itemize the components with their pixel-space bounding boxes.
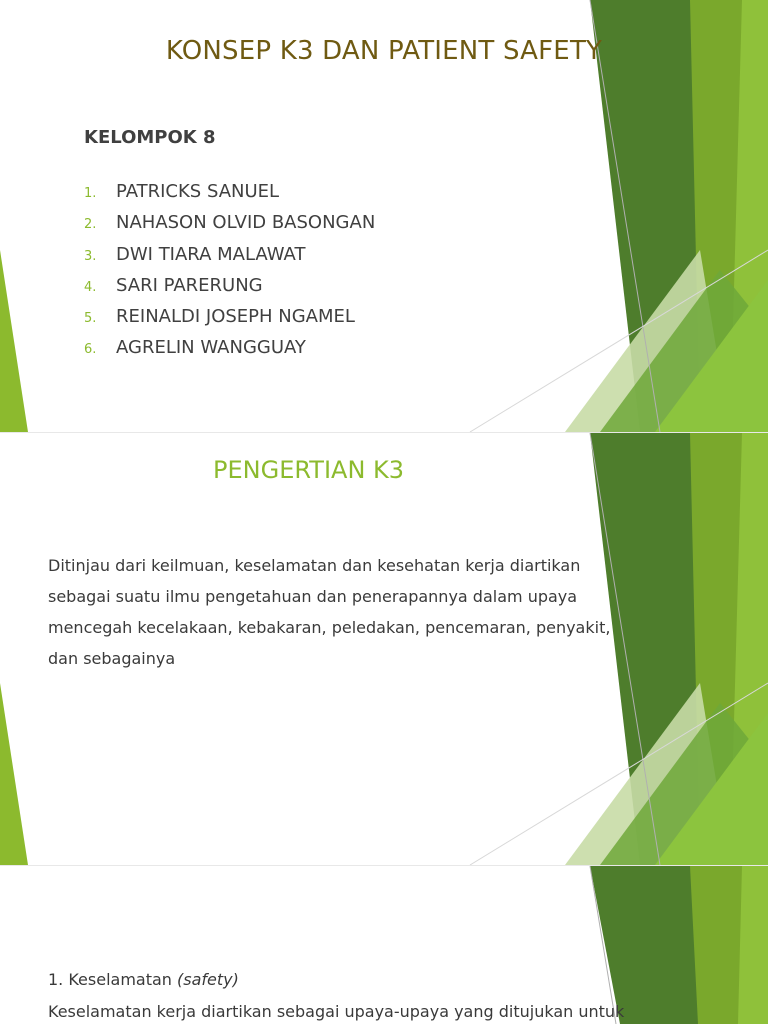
left-accent-shape xyxy=(0,250,28,432)
paragraph-line: Ditinjau dari keilmuan, keselamatan dan kesehatan kerja diartikan xyxy=(48,556,581,575)
slide-2-title: PENGERTIAN K3 xyxy=(213,456,405,484)
list-number: 5. xyxy=(84,311,97,327)
member-name: NAHASON OLVID BASONGAN xyxy=(116,212,376,234)
list-item xyxy=(84,244,375,275)
member-list xyxy=(84,181,375,369)
list-number: 6. xyxy=(84,342,97,358)
slide-1 xyxy=(0,0,768,432)
slide-title: KONSEP K3 DAN PATIENT SAFETY xyxy=(165,36,603,66)
section-heading-text: 1. Keselamatan xyxy=(48,970,178,989)
member-name: PATRICKS SANUEL xyxy=(116,181,280,202)
list-number: 2. xyxy=(84,217,97,233)
list-number: 3. xyxy=(84,248,97,264)
green-facet-decoration xyxy=(0,866,768,1024)
paragraph-line: mencegah kecelakaan, kebakaran, peledakan, pencemaran, penyakit, xyxy=(48,618,611,637)
section-heading-term: (safety) xyxy=(177,970,239,989)
slide-3 xyxy=(0,866,768,1024)
list-item xyxy=(84,275,375,306)
left-accent-shape xyxy=(0,683,28,865)
list-number: 1. xyxy=(84,186,97,201)
list-item xyxy=(84,181,375,212)
member-name: SARI PARERUNG xyxy=(116,274,263,296)
group-label: KELOMPOK 8 xyxy=(84,127,216,148)
section-heading xyxy=(48,970,239,989)
paragraph-line: sebagai suatu ilmu pengetahuan dan penerapannya dalam upaya xyxy=(48,587,578,606)
section-body-line: Keselamatan kerja diartikan sebagai upaya-upaya yang ditujukan untuk xyxy=(48,1002,625,1021)
definition-paragraph xyxy=(48,550,668,674)
member-name: DWI TIARA MALAWAT xyxy=(116,243,306,265)
member-name: AGRELIN WANGGUAY xyxy=(116,337,306,359)
list-number: 4. xyxy=(84,279,97,295)
list-item xyxy=(84,212,375,243)
list-item xyxy=(84,306,375,337)
dark-facet xyxy=(590,866,705,1024)
light-facet xyxy=(738,866,768,1024)
paragraph-line: dan sebagainya xyxy=(48,649,176,668)
list-item xyxy=(84,337,375,368)
member-name: REINALDI JOSEPH NGAMEL xyxy=(116,306,355,328)
